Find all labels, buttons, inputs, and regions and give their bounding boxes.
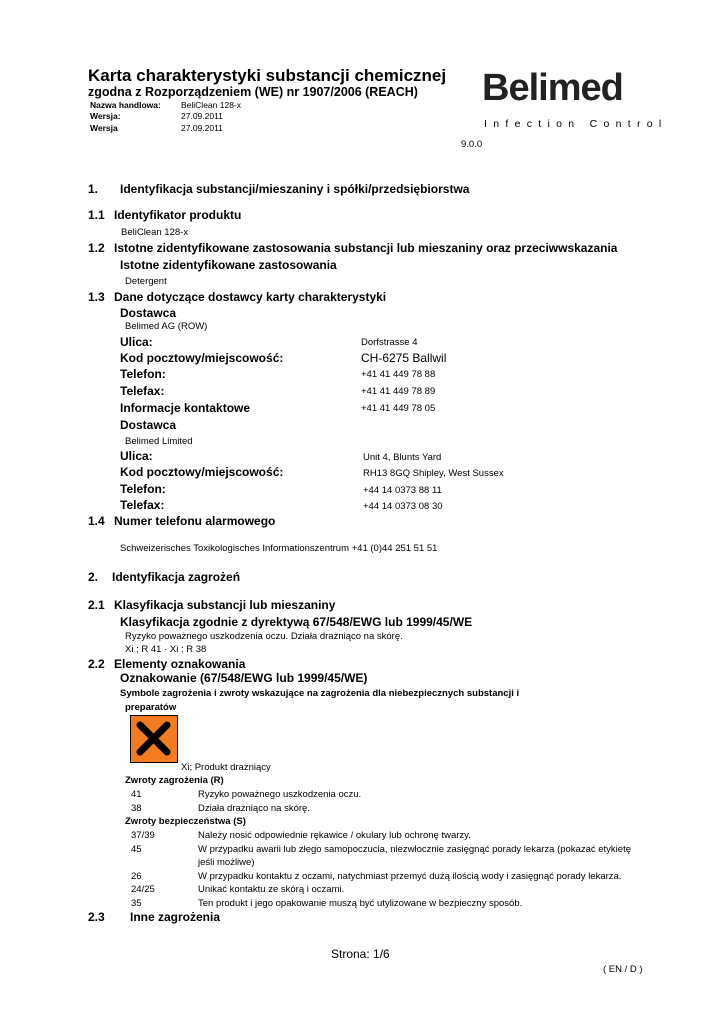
language-indicator: ( EN / D )	[603, 964, 643, 975]
r-phrase-text: Działa drażniąco na skórę.	[198, 803, 310, 814]
supplier-1-fax-label: Telefax:	[120, 384, 165, 398]
section-1-3-title: Dane dotyczące dostawcy karty charakterystyki	[114, 290, 387, 304]
s-phrase-code: 26	[131, 871, 142, 882]
logo-wordmark: Belimed	[482, 67, 623, 109]
section-2-2-subheading: Oznakowanie (67/548/EWG lub 1999/45/WE)	[120, 671, 368, 685]
r-phrases-heading: Zwroty zagrożenia (R)	[125, 775, 224, 786]
s-phrase-text: Ten produkt i jego opakowanie muszą być utylizowane w bezpieczny sposób.	[198, 898, 523, 909]
s-phrase-text: Należy nosić odpowiednie rękawice / okulary lub ochronę twarzy.	[198, 830, 471, 841]
section-2-2-title: Elementy oznakowania	[114, 657, 246, 671]
s-phrase-code: 24/25	[131, 884, 155, 895]
section-1-2-subheading: Istotne zidentyfikowane zastosowania	[120, 258, 337, 272]
s-phrase-text: W przypadku kontaktu z oczami, natychmiast przemyć dużą ilością wody i zasięgnąć porady lekarza.	[198, 871, 622, 882]
section-1-2-title: Istotne zidentyfikowane zastosowania substancji lub mieszaniny oraz przeciwwskazania	[114, 241, 618, 255]
supplier-1-street-label: Ulica:	[120, 335, 153, 349]
supplier-1-fax-value: +41 41 449 78 89	[361, 386, 436, 397]
r-phrase-text: Ryzyko poważnego uszkodzenia oczu.	[198, 789, 362, 800]
section-2-3-title: Inne zagrożenia	[130, 910, 221, 924]
supplier-1-street-value: Dorfstrasse 4	[361, 337, 418, 348]
emergency-phone: Schweizerisches Toxikologisches Informationszentrum +41 (0)44 251 51 51	[120, 543, 438, 554]
version-number: 9.0.0	[461, 139, 483, 150]
section-1-1-title: Identyfikator produktu	[114, 208, 242, 222]
supplier-2-postal-label: Kod pocztowy/miejscowość:	[120, 465, 284, 479]
section-1-2-number: 1.2	[88, 241, 105, 255]
supplier-1-contact-label: Informacje kontaktowe	[120, 401, 251, 415]
harmful-cross-icon	[130, 715, 178, 763]
section-2-2-number: 2.2	[88, 657, 105, 671]
section-2-title: Identyfikacja zagrożeń	[112, 570, 241, 584]
meta-value-trade-name: BeliClean 128-x	[181, 100, 242, 110]
product-identifier: BeliClean 128-x	[121, 227, 189, 238]
section-2-3-number: 2.3	[88, 910, 105, 924]
section-1-4-number: 1.4	[88, 514, 105, 528]
r-phrase-code: 38	[131, 803, 142, 814]
supplier-1-postal-value: CH-6275 Ballwil	[361, 351, 447, 365]
meta-value-version: 27.09.2011	[181, 111, 223, 121]
pictogram-caption: Xi; Produkt drażniący	[181, 762, 271, 773]
section-1-1-number: 1.1	[88, 208, 105, 222]
section-1-title: Identyfikacja substancji/mieszaniny i spółki/przedsiębiorstwa	[120, 182, 470, 196]
s-phrase-code: 37/39	[131, 830, 155, 841]
symbols-heading-line-2: preparatów	[125, 702, 177, 713]
classification-text: Ryzyko poważnego uszkodzenia oczu. Działa drażniąco na skórę.	[125, 631, 403, 642]
section-2-1-number: 2.1	[88, 598, 105, 612]
section-2-1-title: Klasyfikacja substancji lub mieszaniny	[114, 598, 336, 612]
classification-codes: Xi ; R 41 · Xi ; R 38	[125, 644, 207, 655]
s-phrase-text: Unikać kontaktu ze skórą i oczami.	[198, 884, 345, 895]
r-phrase-code: 41	[131, 789, 142, 800]
document-subtitle: zgodna z Rozporządzeniem (WE) nr 1907/2006 (REACH)	[88, 85, 418, 99]
supplier-2-street-label: Ulica:	[120, 449, 153, 463]
section-2-1-subheading: Klasyfikacja zgodnie z dyrektywą 67/548/EWG lub 1999/45/WE	[120, 615, 473, 629]
logo-tagline: Infection Control	[484, 118, 668, 130]
supplier-2-phone-value: +44 14 0373 88 11	[363, 485, 442, 496]
page-number: Strona: 1/6	[331, 947, 390, 961]
symbols-heading-line-1: Symbole zagrożenia i zwroty wskazujące na zagrożenia dla niebezpiecznych substancji i	[120, 688, 520, 699]
section-1-3-number: 1.3	[88, 290, 105, 304]
supplier-2-street-value: Unit 4, Blunts Yard	[363, 452, 442, 463]
s-phrase-code: 35	[131, 898, 142, 909]
s-phrase-text: W przypadku awarii lub złego samopoczucia, niezwłocznie zasięgnąć porady lekarza (pokazać etykietę	[198, 844, 631, 855]
supplier-2-phone-label: Telefon:	[120, 482, 166, 496]
document-title: Karta charakterystyki substancji chemicznej	[88, 66, 447, 85]
supplier-1-contact-value: +41 41 449 78 05	[361, 403, 436, 414]
supplier-1-phone-label: Telefon:	[120, 367, 166, 381]
supplier-1-phone-value: +41 41 449 78 88	[361, 369, 436, 380]
supplier-2-fax-value: +44 14 0373 08 30	[363, 501, 443, 512]
identified-use: Detergent	[125, 276, 167, 287]
meta-value-version-2: 27.09.2011	[181, 123, 223, 133]
meta-label-version-2: Wersja	[90, 123, 118, 133]
section-1-number: 1.	[88, 182, 99, 196]
section-1-4-title: Numer telefonu alarmowego	[114, 514, 276, 528]
supplier-2-postal-value: RH13 8GQ Shipley, West Sussex	[363, 468, 504, 479]
s-phrases-heading: Zwroty bezpieczeństwa (S)	[125, 816, 246, 827]
supplier-2-fax-label: Telefax:	[120, 498, 165, 512]
meta-label-trade-name: Nazwa handlowa:	[90, 100, 161, 110]
supplier-2-name: Belimed Limited	[125, 436, 193, 447]
meta-label-version: Wersja:	[90, 111, 121, 121]
s-phrase-code: 45	[131, 844, 142, 855]
section-2-number: 2.	[88, 570, 99, 584]
supplier-2-heading: Dostawca	[120, 418, 177, 432]
s-phrase-text-continued: jeśli możliwe)	[198, 857, 255, 868]
supplier-1-name: Belimed AG (ROW)	[125, 321, 208, 332]
supplier-1-heading: Dostawca	[120, 306, 177, 320]
supplier-1-postal-label: Kod pocztowy/miejscowość:	[120, 351, 284, 365]
